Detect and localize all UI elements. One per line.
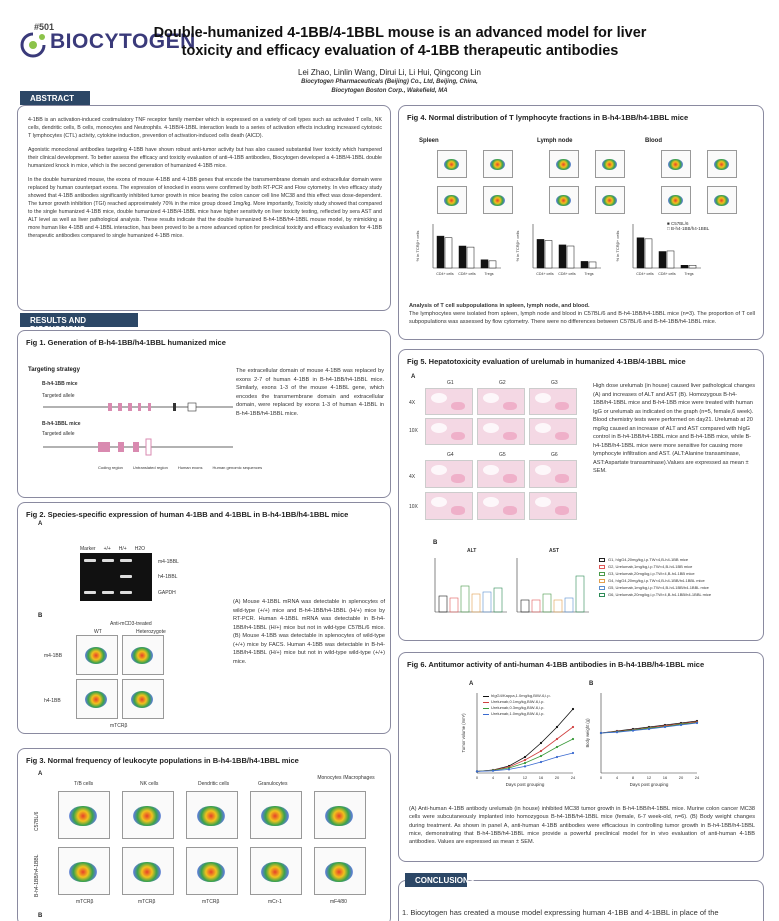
fig5-group-g1: G1: [447, 380, 454, 386]
fig5-legend-text: G5, Urelumab,1mg/kg,i.p.TW×4,B-h4-1BB/h4-1BBL mice: [608, 585, 709, 590]
affiliation-2: Biocytogen Boston Corp., Wakefield, MA: [331, 88, 448, 94]
fig5-legend-swatch: [599, 565, 605, 569]
fig4-flow-spleen-4: [483, 186, 513, 214]
affiliation-1: Biocytogen Pharmaceuticals (Beijing) Co., Ltd, Beijing, China,: [301, 79, 478, 85]
fig4-tick-label: CD4+ cells: [436, 272, 454, 276]
fig3-x-dc: mTCRβ: [202, 899, 220, 905]
author-list: Lei Zhao, Linlin Wang, Dirui Li, Li Hui, Qingcong Lin: [298, 68, 481, 77]
fig3-col-mono: Monocytes /Macrophages: [317, 775, 375, 781]
fig6-legend-swatch: [483, 708, 489, 709]
histology-g3-4x: [529, 388, 577, 415]
fig4-tick-label: CD8+ cells: [458, 272, 476, 276]
abstract-paragraph-3: In the double humanized mouse, the exons of mouse 4-1BB and 4-1BB genes that encode the transmembrane domain and extracellular domain were replaced by human counterpart exons. The expression of knocked in exons were confirmed by both RT-PCR and Flow cytometry. In vivo efficacy study showed that 4-1BB antibodies significantly inhibited tumor growth in mice bearing the colon cancer cell line MC38 and this effect was dose-dependent. The tumor growth inhibition (TGI) reached approximately 70% in the mice group dosed 1mg/kg. More importantly, Toxicity study showed that compared to the single humanized 4-1BB mice, double humanized 4-1BB/4-1BBL mice have higher sensitivity on liver toxicity testing, reflected by sera AST and ALT level as well as liver pathological analysis. These results indicate that the double humanized B-h4-1BB/h4-1BBL mouse model, by mimicking a more human like 4-1BB and 4-1BBL interaction, has been proved to be a more advanced option for preclinical toxicity and efficacy evaluation for 4-1BB therapeutic antibodies compared to single humanized 4-1BB mice.: [28, 177, 382, 239]
flow-xaxis-label: mTCRβ: [110, 723, 128, 729]
body-weight-x-tick: 4: [615, 775, 619, 780]
fig1-mouse1-label: B-h4-1BB mice: [42, 381, 78, 387]
histology-g6-10x: [529, 492, 577, 520]
body-weight-x-tick: 8: [631, 775, 635, 780]
body-weight-x-tick: 16: [662, 775, 668, 780]
conclusions-heading: CONCLUSIONS: [405, 873, 467, 887]
fig4-flow-spleen-2: [483, 150, 513, 178]
fig3-col-tb: T/B cells: [74, 781, 94, 787]
fig3-x-gran: mCr-1: [268, 899, 282, 905]
body-weight-point: [648, 728, 650, 730]
fig6-legend: [483, 693, 551, 717]
tumor-volume-series-line: [477, 727, 573, 771]
fig5-legend: [599, 556, 711, 598]
body-weight-point: [632, 730, 634, 732]
fig3-x-nk: mTCRβ: [138, 899, 156, 905]
fig4-flow-ln-3: [549, 186, 579, 214]
fig3-title: Fig 3. Normal frequency of leukocyte populations in B-h4-1BB/h4-1BBL mice: [26, 756, 299, 765]
fig6-legend-swatch: [483, 702, 489, 703]
fig4-panel: [398, 105, 764, 340]
fig4-tick-label: CD4+ cells: [636, 272, 654, 276]
fig4-tick-label: CD4+ cells: [536, 272, 554, 276]
tumor-volume-point: [540, 761, 542, 763]
fig3-panel-b-label: B: [38, 913, 43, 919]
fig5-text: High dose urelumab (in house) caused liver pathological changes (A) and increases of ALT and AST (B). Homozygous B-h4-1BB/h4-1BBL mice and B-h4-1BB mice were treated with human IgG or urelumab as indicated on the graph (n=5, female,6 week). Blood chemistry tests were performed on day21. Urelumab at 20 mg/kg caused an increase of ALT and AST compared with hIgG control in B-h4-1BB/h4-1BBL mice and B-h4-1BB mice, while B-h4-1BB/h4-1BBL mice were more sensitive for causing more lymphocyte infiltration and AST. (ALT:Alanine transaminase, AST:Aspartate transaminase).Values are expressed as mean ± SEM.: [593, 383, 756, 474]
flow-row-h41bb: h4-1BB: [44, 698, 61, 704]
abstract-heading: ABSTRACT: [20, 91, 90, 105]
fig4-bar: [689, 265, 696, 268]
fig4-y-label: % in TCRβ+ cells: [615, 230, 620, 262]
flow-plot-het-m41bb: [122, 635, 164, 675]
fig3-flow-c57-nk: [122, 791, 174, 839]
flow-col-het: Heterozygote: [136, 629, 166, 635]
gel-headers: [80, 546, 145, 552]
fig6-legend-swatch: [483, 714, 489, 715]
fig6-legend-text: Urelumab,0.1mg/kg,BIW-6,i.p.: [491, 699, 545, 704]
fig4-bar: [489, 261, 496, 268]
tumor-volume-point: [540, 755, 542, 757]
fig4-flow-spleen-3: [437, 186, 467, 214]
tumor-volume-point: [540, 742, 542, 744]
tumor-volume-x-tick: 4: [491, 775, 495, 780]
fig4-flow-blood-3: [661, 186, 691, 214]
histology-g4-4x: [425, 460, 473, 488]
tumor-volume-point: [572, 726, 574, 728]
histology-g1-4x: [425, 388, 473, 415]
abstract-paragraph-1: 4-1BB is an activation-induced costimulatory TNF receptor family member which is expressed on a variety of cell types such as activated T cells, NK cells, dendritic cells, B cells, monocytes and Neutrophils. 4-1BB/4-1BBL interaction leads to a series of activation effects including increased cytotoxic T lymphocytes (CTL) activity, cytokine induction, prevention of activation-induced cells death (AICD).: [28, 117, 382, 139]
fig4-bar: [559, 245, 566, 268]
histology-g4-10x: [425, 492, 473, 520]
fig3-flow-hum-gran: [250, 847, 302, 895]
fig4-legend: [667, 221, 709, 231]
fig4-tick-label: CD8+ cells: [558, 272, 576, 276]
fig5-legend-text: G2, Urelumab,1mg/kg,i.p.TW×4,B-h4-1BB mice: [608, 564, 693, 569]
fig4-bar: [567, 246, 574, 268]
flow-row-m41bb: m4-1BB: [44, 653, 63, 659]
fig3-row-c57: C57BL/6: [34, 811, 40, 831]
fig5-mag-4x-bottom: 4X: [409, 474, 416, 480]
fig4-legend-humanized: □ B-h4-1BB/h4-1BBL: [667, 226, 710, 231]
fig2-panel-b-label: B: [38, 613, 43, 619]
fig4-tick-label: Tregs: [584, 272, 594, 276]
fig2-text: (A) Mouse 4-1BBL mRNA was detectable in splenocytes of wild-type (+/+) mice and B-h4-1BB/h4-1BBL (H/+) mice by RT-PCR. Human 4-1BBL mRNA was detectable in B-h4-1BB/h4-1BBL (H/+) mice but not in wild-type C57BL/6 mice. (B) Mouse 4-1BB was detectable in splenocytes of wild-type (+/+) mice by FACS. Human 4-1BB was detectable in B-h4-1BB/h4-1BBL (H/+) mice but not in wild-type wild-type (+/+) mice.: [233, 599, 385, 665]
fig4-legend-c57: ■ C57BL/6: [667, 221, 689, 226]
fig5-group-g3: G3: [551, 380, 558, 386]
fig5-legend-swatch: [599, 593, 605, 597]
body-weight-x-tick: 0: [599, 775, 603, 780]
fig4-bar: [637, 238, 644, 268]
tumor-volume-point: [556, 726, 558, 728]
fig6-legend-item: [483, 711, 551, 717]
fig6-panel-a-label: A: [469, 681, 474, 687]
histology-g3-10x: [529, 418, 577, 445]
fig3-flow-hum-nk: [122, 847, 174, 895]
targeting-strategy-label: Targeting strategy: [28, 367, 80, 373]
fig4-legend-humanized-label: B-h4-1BB/h4-1BBL: [670, 226, 710, 231]
flow-plot-wt-h41bb: [76, 679, 118, 719]
tumor-volume-x-label: Days post grouping: [505, 782, 545, 787]
tumor-volume-point: [524, 765, 526, 767]
tumor-volume-point: [556, 738, 558, 740]
fig3-flow-c57-dc: [186, 791, 238, 839]
fig4-y-label: % in TCRβ+ cells: [515, 230, 520, 262]
fig1-text: The extracellular domain of mouse 4-1BB was replaced by exons 2-7 of human 4-1BB in B-h4-1BB/h4-1BBL mice. Similarly, exons 1-3 of the mouse 4-1BBL gene, which encodes the transmembrane domain and extracellular domain, were replaced by exons 1-3 of human 4-1BBL in B-h4-1BB/h4-1BBL mice.: [236, 368, 384, 417]
legend-utr: Untranslated region: [132, 465, 168, 470]
fig1-allele1-label: Targeted allele: [42, 393, 75, 399]
fig1-allele2-diagram: [38, 435, 238, 461]
tumor-volume-point: [556, 746, 558, 748]
fig5-legend-item: [599, 584, 711, 591]
fig5-mag-10x-bottom: 10X: [409, 504, 418, 510]
tumor-volume-point: [524, 762, 526, 764]
fig4-bar: [681, 265, 688, 268]
histology-g6-4x: [529, 460, 577, 488]
fig4-bar: [545, 241, 552, 269]
fig3-flow-hum-tb: [58, 847, 110, 895]
fig5-legend-item: [599, 591, 711, 598]
fig1-legend: [98, 465, 262, 470]
fig6-title: Fig 6. Antitumor activity of anti-human 4-1BB antibodies in B-h4-1BB/h4-1BBL mice: [407, 660, 705, 669]
fig5-legend-item: [599, 563, 711, 570]
fig5-mag-4x-top: 4X: [409, 400, 416, 406]
fig1-panel: [17, 330, 391, 498]
tumor-volume-x-tick: 16: [538, 775, 544, 780]
fig5-legend-item: [599, 556, 711, 563]
fig3-row-humanized: B-h4-1BB/h4-1BBL: [34, 854, 40, 897]
tumor-volume-point: [508, 768, 510, 770]
tumor-volume-x-tick: 8: [507, 775, 511, 780]
fig4-bar: [581, 261, 588, 268]
tumor-volume-x-tick: 0: [475, 775, 479, 780]
flow-col-wt: WT: [94, 629, 102, 635]
tumor-volume-point: [492, 770, 494, 772]
fig4-bar: [467, 247, 474, 268]
body-weight-line-chart: [583, 687, 707, 799]
fig4-tick-label: CD8+ cells: [658, 272, 676, 276]
body-weight-point: [616, 731, 618, 733]
fig4-tissue-blood: Blood: [645, 138, 662, 144]
fig4-bar: [459, 246, 466, 268]
fig3-flow-hum-dc: [186, 847, 238, 895]
poster-number: #501: [34, 22, 55, 32]
fig6-panel-b-label: B: [589, 681, 594, 687]
tumor-volume-point: [476, 770, 478, 772]
fig1-allele2-label: Targeted allele: [42, 431, 75, 437]
fig4-bar: [437, 236, 444, 268]
fig4-tick-label: Tregs: [484, 272, 494, 276]
histology-g1-10x: [425, 418, 473, 445]
tumor-volume-point: [524, 756, 526, 758]
fig4-bar: [645, 239, 652, 268]
fig6-legend-text: Urelumab,0.3mg/kg,BIW-6,i.p.: [491, 705, 545, 710]
fig5-panel: [398, 349, 764, 641]
fig5-legend-text: G6, Urelumab,20mg/kg,i.p.TW×4,B-h4-1BB/h4-1BBL mice: [608, 592, 712, 597]
biocytogen-logo-icon: [18, 30, 48, 60]
fig5-legend-text: G3, Urelumab,20mg/kg,i.p.TW×4,B-h4-1BB mice: [608, 571, 695, 576]
fig5-panel-a-label: A: [411, 374, 416, 380]
fig3-x-tb: mTCRβ: [76, 899, 94, 905]
fig4-bar: [445, 238, 452, 268]
body-weight-x-tick: 20: [678, 775, 684, 780]
flow-header: Anti-mCD3-treated: [110, 621, 152, 627]
fig4-flow-blood-4: [707, 186, 737, 214]
fig4-caption-title: Analysis of T cell subpopulations in spleen, lymph node, and blood.: [409, 303, 590, 309]
fig4-tissue-ln: Lymph node: [537, 138, 573, 144]
fig6-legend-swatch: [483, 696, 489, 697]
fig3-flow-c57-mono: [314, 791, 366, 839]
fig5-legend-swatch: [599, 558, 605, 562]
fig3-flow-c57-gran: [250, 791, 302, 839]
fig4-flow-ln-1: [549, 150, 579, 178]
fig5-legend-swatch: [599, 579, 605, 583]
fig4-bar: [537, 239, 544, 268]
fig1-mouse2-label: B-h4-1BBL mice: [42, 421, 81, 427]
fig3-flow-hum-mono: [314, 847, 366, 895]
histology-g2-4x: [477, 388, 525, 415]
fig2-panel-a-label: A: [38, 521, 43, 527]
fig5-legend-text: G4, hIgG4,20mg/kg,i.p.TW×4,B-h4-1BB/h4-1BBL mice: [608, 578, 705, 583]
ast-chart-title: AST: [549, 548, 559, 554]
fig5-legend-item: [599, 577, 711, 584]
gel-header-het: H/+: [118, 546, 127, 552]
tumor-volume-point: [540, 750, 542, 752]
gel-header-wt: +/+: [103, 546, 111, 552]
legend-coding: Coding region: [98, 465, 123, 470]
company-logo-text: BIOCYTOGEN: [50, 30, 196, 53]
fig4-bar: [589, 262, 596, 268]
fig5-legend-item: [599, 570, 711, 577]
tumor-volume-point: [524, 759, 526, 761]
body-weight-x-label: Days post grouping: [629, 782, 669, 787]
fig1-allele1-diagram: [38, 397, 238, 417]
fig5-group-g5: G5: [499, 452, 506, 458]
fig4-bar: [667, 251, 674, 268]
fig5-group-g4: G4: [447, 452, 454, 458]
tumor-volume-point: [572, 738, 574, 740]
fig5-group-g6: G6: [551, 452, 558, 458]
fig3-col-dc: Dendritic cells: [198, 781, 230, 787]
flow-plot-wt-m41bb: [76, 635, 118, 675]
fig6-panel: [398, 652, 764, 862]
gel-header-marker: Marker: [80, 546, 96, 552]
fig4-legend-c57-label: C57BL/6: [670, 221, 689, 226]
fig5-panel-b-label: B: [433, 540, 438, 546]
alt-chart-title: ALT: [467, 548, 477, 554]
fig4-bar: [659, 252, 666, 269]
conclusion-item-1: 1. Biocytogen has created a mouse model expressing human 4-1BB and 4-1BBL in place of the: [402, 908, 719, 917]
results-heading: RESULTS AND: [20, 313, 138, 327]
fig5-legend-text: G1, hIgG4,20mg/kg,i.p.TW×4,B-h4-1BB mice: [608, 557, 689, 562]
legend-human-genomic: Human genomic sequences: [212, 465, 263, 470]
tumor-volume-y-label: Tumor volume (mm³): [461, 713, 466, 753]
tumor-volume-x-tick: 12: [522, 775, 528, 780]
gel-label-h41bbl: h4-1BBL: [158, 574, 178, 580]
abstract-paragraph-2: Agonistic monoclonal antibodies targeting 4-1BB have shown robust anti-tumor activity but has also caused substantial liver toxicity which hampered their clinical development. To better assess the efficacy and toxicity evaluation of anti-4-1BB antibodies, Biocytogen developed a 4-1BB/4-1BBL double humanized knock in mice, which is the second generation of humanized 4-1BB mice.: [28, 147, 382, 169]
tumor-volume-x-tick: 24: [570, 775, 576, 780]
fig6-text: (A) Anti-human 4-1BB antibody urelumab (in house) inhibited MC38 tumor growth in B-h4-1BB/h4-1BBL mice. Murine colon cancer MC38 cells were subcutaneously implanted into homozygous B-h4-1BB/h4-1BBL mice (female, 6-7 week-old, n=6). (B) Body weight changes during treatment. As shown in panel A, anti-human 4-1BB antibodies were efficacious in controlling tumor growth in B-h4-1BB/h4-1BBL mice, demonstrating that B-h4-1BB/h4-1BBL mice provide a powerful preclinical model for in vivo evaluation of anti-human 4-1BB antibodies. Values are expressed as mean ± SEM.: [409, 806, 755, 846]
fig6-legend-text: hIgG4/Kappa,1.0mg/kg,BIW-6,i.p.: [491, 693, 551, 698]
fig4-title: Fig 4. Normal distribution of T lymphocyte fractions in B-h4-1BB/h4-1BBL mice: [407, 113, 689, 122]
fig2-panel: [17, 502, 391, 734]
body-weight-x-tick: 12: [646, 775, 652, 780]
fig5-legend-swatch: [599, 572, 605, 576]
abstract-panel: [17, 105, 391, 311]
fig4-bar: [481, 260, 488, 268]
tumor-volume-x-tick: 20: [554, 775, 560, 780]
histology-g5-4x: [477, 460, 525, 488]
tumor-volume-point: [572, 708, 574, 710]
fig4-flow-spleen-1: [437, 150, 467, 178]
tumor-volume-point: [556, 756, 558, 758]
fig5-legend-swatch: [599, 586, 605, 590]
body-weight-y-label: Body weight (g): [585, 718, 590, 748]
fig4-flow-ln-2: [595, 150, 625, 178]
body-weight-x-tick: 24: [694, 775, 700, 780]
gel-label-gapdh: GAPDH: [158, 590, 176, 596]
fig4-flow-ln-4: [595, 186, 625, 214]
fig4-caption-body: The lymphocytes were isolated from spleen, lymph node and blood in C57BL/6 and B-h4-1BB/h4-1BBL mice (n=3). The proportion of T cell subpopulations was assessed by flow cytometry. There were no differences between C57BL/6 and B-h4-1BB/h4-1BBL mice.: [409, 311, 755, 325]
fig5-group-g2: G2: [499, 380, 506, 386]
histology-g2-10x: [477, 418, 525, 445]
fig1-title: Fig 1. Generation of B-h4-1BB/h4-1BBL humanized mice: [26, 338, 226, 347]
flow-plot-het-h41bb: [122, 679, 164, 719]
ast-bar-chart: [511, 556, 591, 616]
body-weight-point: [696, 722, 698, 724]
fig5-mag-10x-top: 10X: [409, 428, 418, 434]
fig4-tissue-spleen: Spleen: [419, 138, 439, 144]
fig6-legend-text: Urelumab,1.0mg/kg,BIW-6,i.p.: [491, 711, 545, 716]
fig3-panel: [17, 748, 391, 921]
fig4-y-label: % in TCRβ+ cells: [415, 230, 420, 262]
fig2-title: Fig 2. Species-specific expression of human 4-1BB and 4-1BBL in B-h4-1BB/h4-1BBL mice: [26, 510, 349, 519]
alt-bar-chart: [429, 556, 509, 616]
poster-title: Double-humanized 4-1BB/4-1BBL mouse is an advanced model for liver toxicity and efficacy evaluation of 4-1BB therapeutic antibodies: [153, 25, 647, 59]
legend-human-exons: Human exons: [177, 465, 203, 470]
fig3-col-gran: Granulocytes: [258, 781, 288, 787]
fig3-x-mono: mF4/80: [330, 899, 347, 905]
fig3-panel-a-label: A: [38, 771, 43, 777]
gel-label-m41bbl: m4-1BBL: [158, 559, 179, 565]
fig3-col-nk: NK cells: [140, 781, 159, 787]
body-weight-point: [664, 726, 666, 728]
body-weight-point: [600, 732, 602, 734]
gel-header-water: H2O: [134, 546, 145, 552]
tumor-volume-point: [572, 752, 574, 754]
fig4-flow-blood-1: [661, 150, 691, 178]
fig5-title: Fig 5. Hepatotoxicity evaluation of urelumab in humanized 4-1BB/4-1BBL mice: [407, 357, 686, 366]
body-weight-point: [680, 724, 682, 726]
poster-header: [0, 0, 779, 100]
fig4-flow-blood-2: [707, 150, 737, 178]
fig4-tick-label: Tregs: [684, 272, 694, 276]
rt-pcr-gel-image: [80, 553, 152, 601]
abstract-text: [28, 116, 382, 246]
fig3-flow-c57-tb: [58, 791, 110, 839]
fig4-caption: [409, 302, 755, 326]
histology-g5-10x: [477, 492, 525, 520]
